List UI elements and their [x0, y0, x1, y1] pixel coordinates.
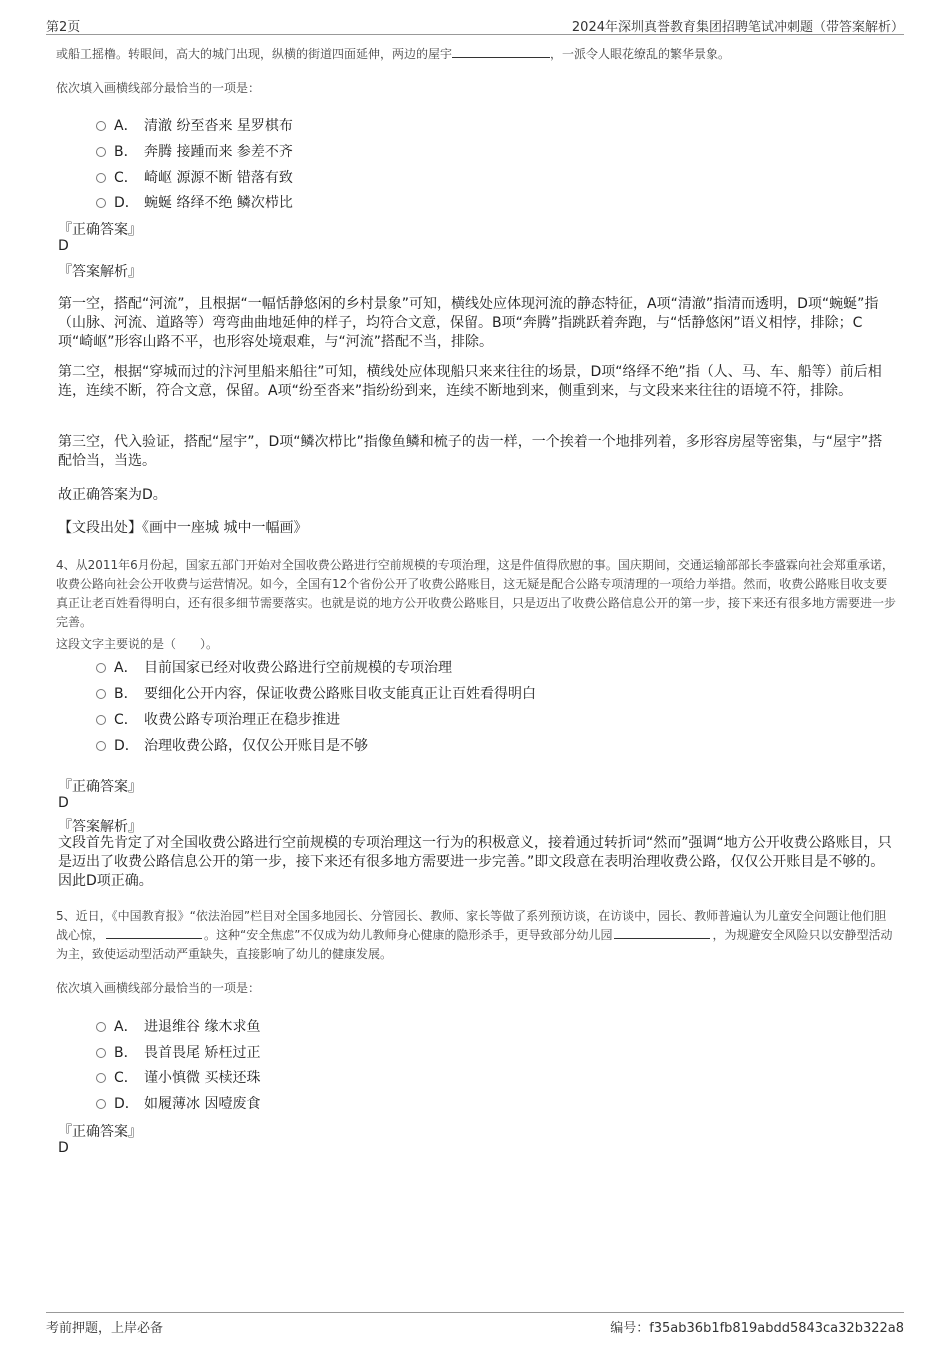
option-text: 崎岖 源源不断 错落有致 — [144, 170, 293, 186]
q3-option-d[interactable] — [96, 192, 293, 212]
fill-blank — [614, 926, 710, 939]
option-text: 如履薄冰 因噎废食 — [144, 1096, 261, 1112]
q5-stem — [56, 907, 896, 964]
radio-icon[interactable] — [96, 1022, 106, 1032]
radio-icon[interactable] — [96, 1099, 106, 1109]
option-letter: A． — [114, 660, 138, 676]
radio-icon[interactable] — [96, 689, 106, 699]
q3-answer: D — [58, 238, 69, 254]
q3-source: 【文段出处】《画中一座城 城中一幅画》 — [58, 520, 308, 536]
radio-icon[interactable] — [96, 198, 106, 208]
q5-option-d[interactable] — [96, 1093, 260, 1113]
option-text: 蜿蜒 络绎不绝 鳞次栉比 — [144, 195, 293, 211]
option-text: 进退维谷 缘木求鱼 — [144, 1019, 261, 1035]
option-text: 收费公路专项治理正在稳步推进 — [144, 712, 340, 728]
footer-slogan: 考前押题，上岸必备 — [46, 1321, 164, 1336]
q5-stem-part-a: 5、近日，《中国教育报》“依法治园”栏目对全国多地园长、分管园长、教师、家长等做了系列预访谈，在访谈中，园长、教师普遍认为儿童安全问题让他们胆战心惊， — [56, 909, 887, 942]
radio-icon[interactable] — [96, 121, 106, 131]
q3-option-c[interactable] — [96, 167, 293, 187]
option-text: 清澈 纷至沓来 星罗棋布 — [144, 118, 293, 134]
fill-blank — [106, 926, 202, 939]
q3-stem-part-b: ，一派令人眼花缭乱的繁华景象。 — [550, 47, 731, 61]
option-text: 畏首畏尾 矫枉过正 — [144, 1045, 261, 1061]
document-title: 2024年深圳真誉教育集团招聘笔试冲刺题（带答案解析） — [571, 20, 904, 35]
radio-icon[interactable] — [96, 173, 106, 183]
q5-stem-part-b: 。这种“安全焦虑”不仅成为幼儿教师身心健康的隐形杀手，更导致部分幼儿园 — [204, 928, 613, 942]
option-letter: D． — [114, 195, 139, 211]
option-letter: D． — [114, 1096, 139, 1112]
q5-prompt: 依次填入画横线部分最恰当的一项是： — [56, 981, 261, 995]
q4-analysis-label: 『答案解析』 — [58, 819, 142, 835]
q4-analysis: 文段首先肯定了对全国收费公路进行空前规模的专项治理这一行为的积极意义，接着通过转折词“然而”强调“地方公开收费公路账目，只是迈出了收费公路信息公开的第一步，接下来还有很多地方需要进一步完善。”即文段意在表明治理收费公路，仅仅公开账目是不够的。因此D项正确。 — [58, 835, 892, 889]
page-header — [46, 14, 904, 35]
option-text: 要细化公开内容，保证收费公路账目收支能真正让百姓看得明白 — [144, 686, 536, 702]
option-letter: A． — [114, 118, 138, 134]
q5-stem-part-c: ，为规避安全风险只以安静型活动为主，致使运动型活动严重缺失，直接影响了幼儿的健康发展。 — [56, 928, 893, 961]
q3-analysis-paragraph-3: 第三空，代入验证，搭配“屋宇”，D项“鳞次栉比”指像鱼鳞和梳子的齿一样，一个挨着一个地排列着，多形容房屋等密集，与“屋宇”搭配恰当，当选。 — [58, 434, 883, 469]
option-letter: B． — [114, 1045, 138, 1061]
q5-answer: D — [58, 1140, 69, 1156]
q3-stem — [56, 45, 896, 64]
q3-analysis-conclusion: 故正确答案为D。 — [58, 487, 167, 503]
radio-icon[interactable] — [96, 147, 106, 157]
q4-prompt: 这段文字主要说的是（ ）。 — [56, 637, 219, 651]
fill-blank — [452, 45, 550, 58]
document-code: 编号：f35ab36b1fb819abdd5843ca32b322a8 — [610, 1321, 904, 1336]
page-number: 第2页 — [46, 20, 81, 35]
radio-icon[interactable] — [96, 1073, 106, 1083]
q3-answer-label: 『正确答案』 — [58, 222, 142, 238]
q3-analysis-label: 『答案解析』 — [58, 264, 142, 280]
q4-option-c[interactable] — [96, 709, 340, 729]
option-letter: B． — [114, 686, 138, 702]
option-text: 谨小慎微 买椟还珠 — [144, 1070, 261, 1086]
q5-option-c[interactable] — [96, 1067, 260, 1087]
q4-option-a[interactable] — [96, 657, 452, 677]
radio-icon[interactable] — [96, 715, 106, 725]
option-letter: C． — [114, 170, 138, 186]
q4-option-d[interactable] — [96, 735, 368, 755]
option-text: 奔腾 接踵而来 参差不齐 — [144, 144, 293, 160]
option-letter: B． — [114, 144, 138, 160]
radio-icon[interactable] — [96, 663, 106, 673]
option-letter: D． — [114, 738, 139, 754]
q3-option-b[interactable] — [96, 141, 293, 161]
q4-stem: 4、从2011年6月份起，国家五部门开始对全国收费公路进行空前规模的专项治理，这是件值得欣慰的事。国庆期间，交通运输部部长李盛霖向社会郑重承诺，收费公路向社会公开收费与运营情况。如今，全国有12个省份公开了收费公路账目，这无疑是配合公路专项清理的一项给力举措。然而，收费公路账目收支要真正让老百姓看得明白，还有很多细节需要落实。也就是说的地方公开收费公路账目，只是迈出了收费公路信息公开的第一步，接下来还有很多地方需要进一步完善。 — [56, 558, 897, 629]
q3-stem-part-a: 或船工摇橹。转眼间，高大的城门出现，纵横的街道四面延伸，两边的屋宇 — [56, 47, 453, 61]
option-text: 目前国家已经对收费公路进行空前规模的专项治理 — [144, 660, 452, 676]
page-footer — [46, 1312, 904, 1337]
q5-answer-label: 『正确答案』 — [58, 1124, 142, 1140]
option-text: 治理收费公路，仅仅公开账目是不够 — [144, 738, 368, 754]
q3-prompt: 依次填入画横线部分最恰当的一项是： — [56, 81, 261, 95]
q5-option-a[interactable] — [96, 1016, 260, 1036]
option-letter: C． — [114, 712, 138, 728]
q4-answer: D — [58, 795, 69, 811]
q3-analysis-paragraph-2: 第二空，根据“穿城而过的汴河里船来船往”可知，横线处应体现船只来来往往的场景，D项“络绎不绝”指（人、马、车、船等）前后相连，连续不断，符合文意，保留。A项“纷至沓来”指纷纷到来，连续不断地到来，侧重到来，与文段来来往往的语境不符，排除。 — [58, 364, 882, 399]
option-letter: C． — [114, 1070, 138, 1086]
q4-option-b[interactable] — [96, 683, 536, 703]
q5-option-b[interactable] — [96, 1042, 260, 1062]
radio-icon[interactable] — [96, 741, 106, 751]
q3-option-a[interactable] — [96, 115, 293, 135]
q4-answer-label: 『正确答案』 — [58, 779, 142, 795]
radio-icon[interactable] — [96, 1048, 106, 1058]
q3-analysis-paragraph-1: 第一空，搭配“河流”，且根据“一幅恬静悠闲的乡村景象”可知，横线处应体现河流的静态特征，A项“清澈”指清而透明，D项“蜿蜒”指（山脉、河流、道路等）弯弯曲曲地延伸的样子，均符合文意，保留。B项“奔腾”指跳跃着奔跑，与“恬静悠闲”语义相悖，排除；C项“崎岖”形容山路不平，也形容处境艰难，与“河流”搭配不当，排除。 — [58, 296, 879, 350]
option-letter: A． — [114, 1019, 138, 1035]
